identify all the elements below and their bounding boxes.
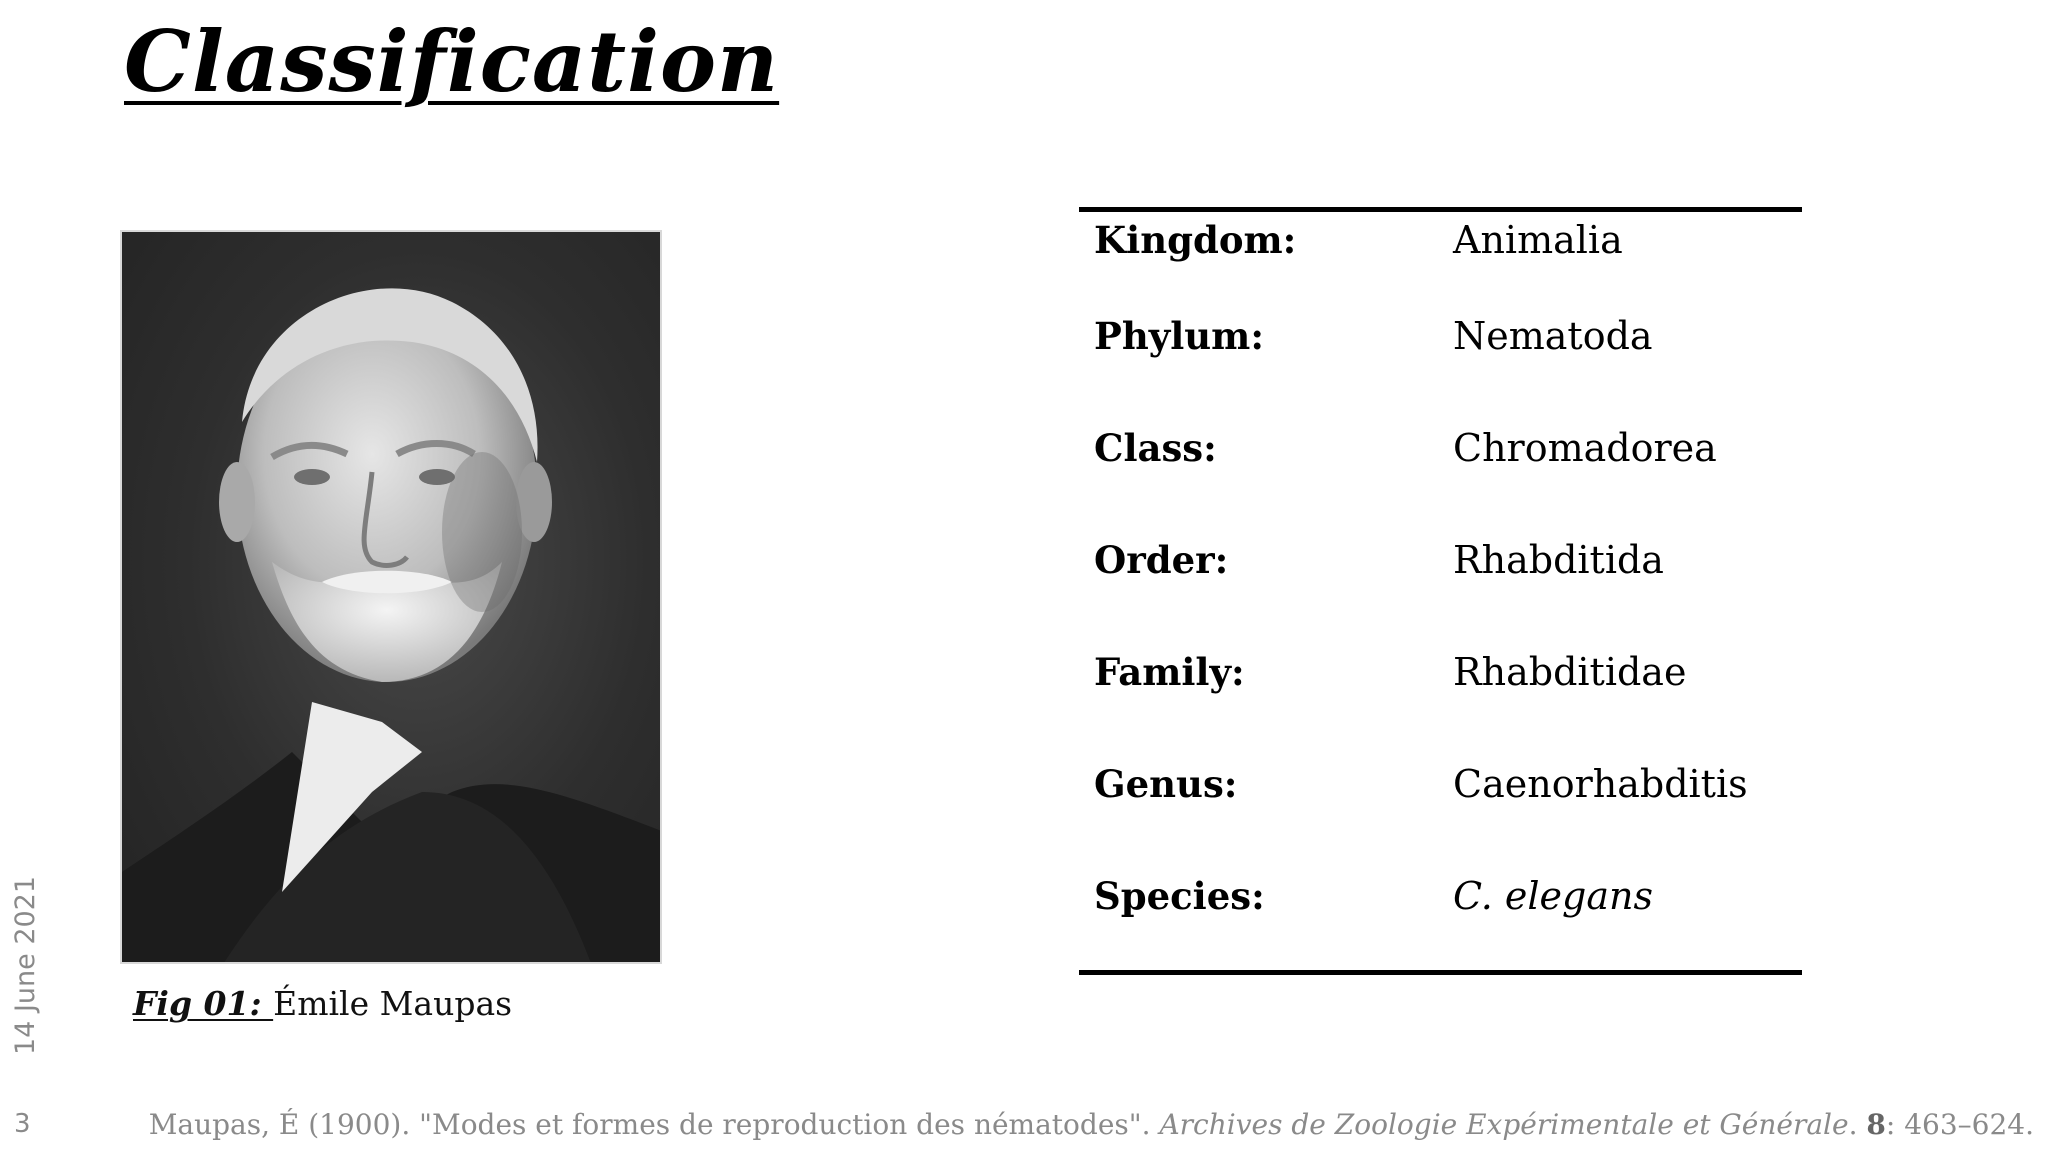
reference-citation [149,1108,2034,1141]
slide-date: 14 June 2021 [10,875,41,1055]
taxonomy-value: Caenorhabditis [1453,762,1748,806]
figure-caption-text: Émile Maupas [273,984,513,1023]
taxonomy-value: Rhabditidae [1453,650,1687,694]
figure-caption-label: Fig 01: [133,984,274,1023]
taxonomy-rank: Phylum: [1094,314,1264,358]
reference-journal: Archives de Zoologie Expérimentale et Générale [1159,1108,1849,1141]
taxonomy-rank: Class: [1094,426,1217,470]
taxonomy-row [1094,314,1794,374]
portrait-photo [120,230,662,964]
taxonomy-value: Rhabditida [1453,538,1664,582]
reference-volume: 8 [1866,1108,1886,1141]
taxonomy-row [1094,762,1794,822]
page-title: Classification [124,12,780,111]
table-top-rule [1079,207,1802,212]
taxonomy-rank: Order: [1094,538,1229,582]
taxonomy-row [1094,874,1794,934]
table-bottom-rule [1079,970,1802,975]
reference-pages: : 463–624. [1885,1108,2034,1141]
taxonomy-value: Animalia [1453,218,1623,262]
taxonomy-value: C. elegans [1453,874,1653,918]
taxonomy-rank: Family: [1094,650,1245,694]
taxonomy-value: Chromadorea [1453,426,1717,470]
taxonomy-rank: Genus: [1094,762,1238,806]
taxonomy-rank: Kingdom: [1094,218,1297,262]
reference-authors: Maupas, É (1900). [148,1108,420,1141]
taxonomy-value: Nematoda [1453,314,1653,358]
taxonomy-row [1094,218,1794,278]
taxonomy-rank: Species: [1094,874,1265,918]
portrait-illustration [122,232,662,964]
taxonomy-row [1094,538,1794,598]
taxonomy-row [1094,426,1794,486]
figure-caption [133,984,512,1023]
reference-article: "Modes et formes de reproduction des nématodes". [419,1108,1160,1141]
slide-number: 3 [14,1109,31,1139]
taxonomy-row [1094,650,1794,710]
reference-separator: . [1848,1108,1867,1141]
